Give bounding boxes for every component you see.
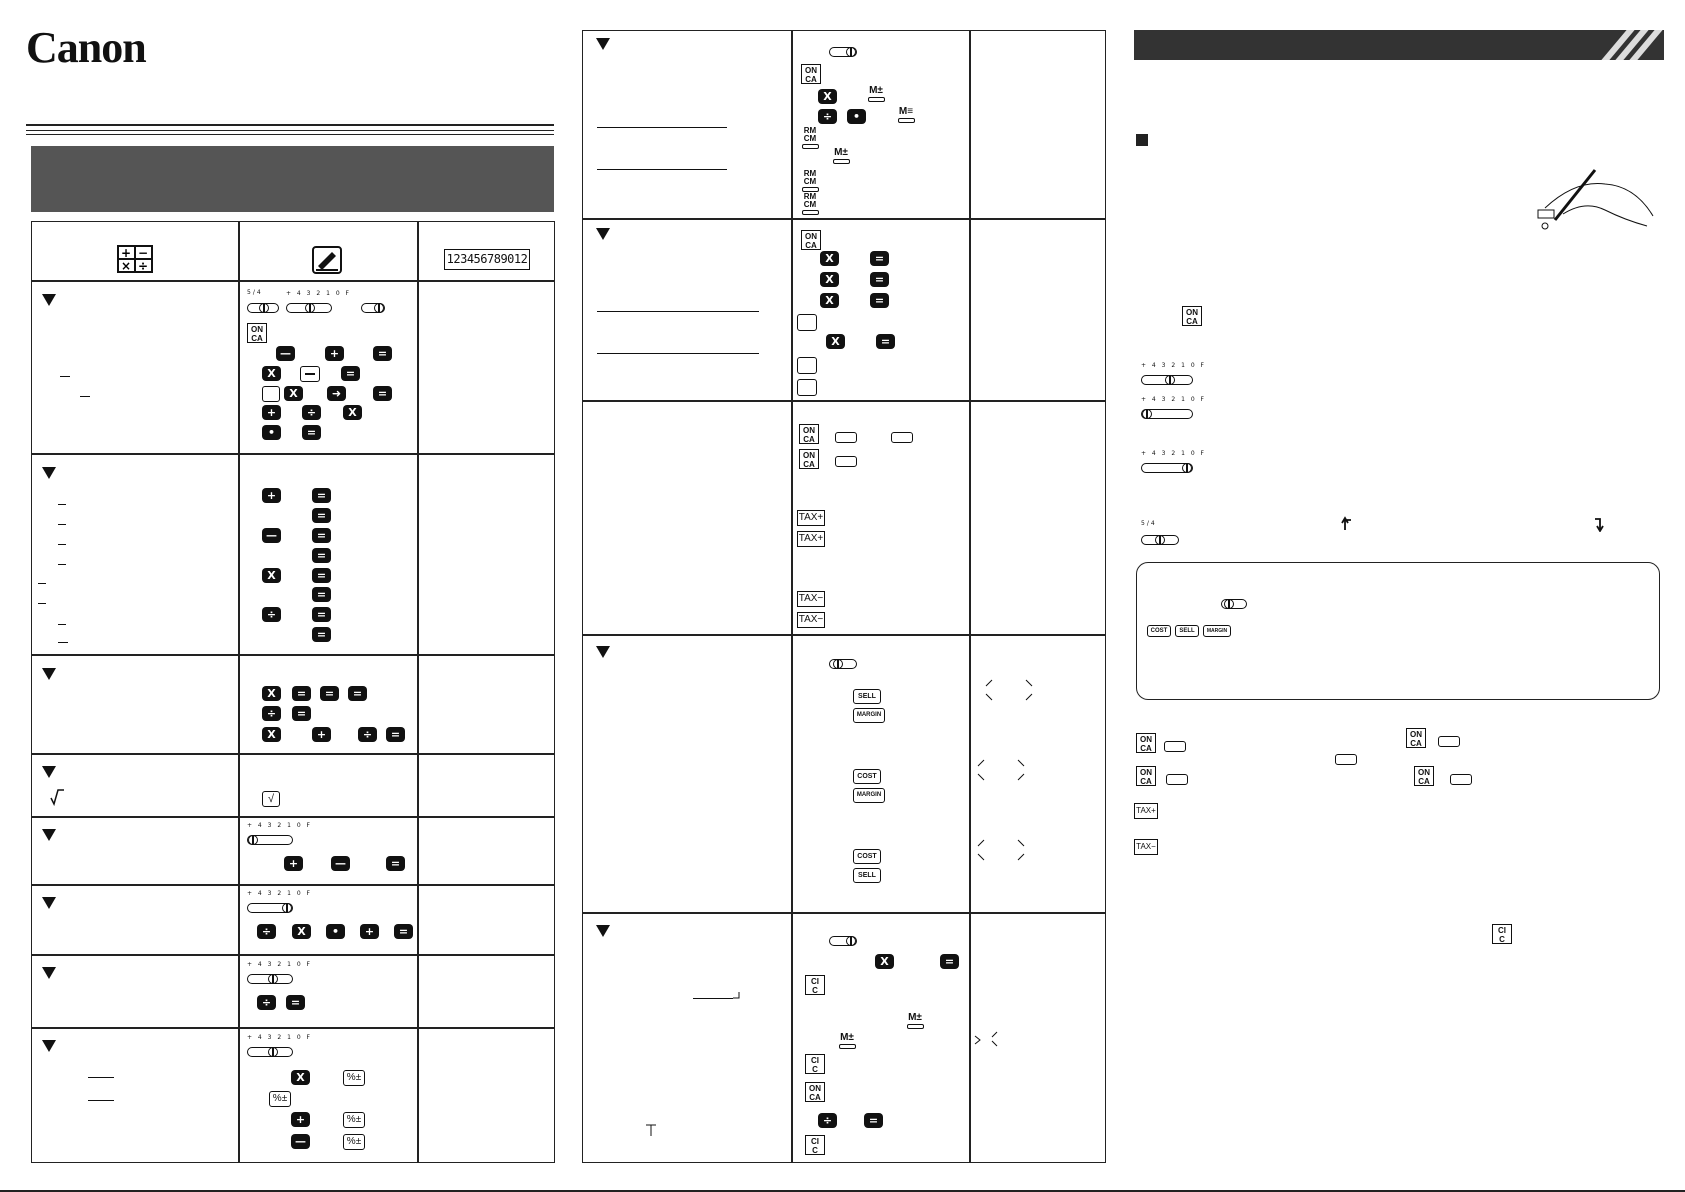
underline <box>597 169 727 170</box>
equals-key[interactable]: = <box>348 686 367 701</box>
divider <box>26 134 554 135</box>
example-marker <box>596 228 610 240</box>
divide-key[interactable]: ÷ <box>257 995 276 1010</box>
sell-key[interactable]: SELL <box>853 868 881 883</box>
blank-key[interactable] <box>1166 774 1188 785</box>
times-key[interactable]: X <box>875 954 894 969</box>
divider <box>26 124 554 126</box>
underline <box>597 311 759 312</box>
on-ca-key[interactable]: ON CA <box>247 323 267 343</box>
tax-plus-key[interactable]: TAX+ <box>797 510 825 526</box>
mode-switch[interactable] <box>829 47 857 57</box>
divide-key[interactable]: ÷ <box>818 109 837 124</box>
blank-key[interactable] <box>797 379 817 396</box>
reset-hand-icon <box>1535 160 1655 240</box>
decimal-scale-label: + 4 3 2 1 0 F <box>1141 450 1207 457</box>
tax-minus-key[interactable]: TAX− <box>797 612 825 628</box>
arrow-key[interactable]: ➜ <box>327 386 346 401</box>
percent-key[interactable]: %± <box>269 1091 291 1107</box>
times-key[interactable]: X <box>818 89 837 104</box>
times-key[interactable]: X <box>820 251 839 266</box>
sell-key[interactable]: SELL <box>853 689 881 704</box>
fraction-line <box>60 376 70 377</box>
equals-key[interactable]: = <box>373 346 392 361</box>
equals-key[interactable]: = <box>386 727 405 742</box>
example-marker <box>42 766 56 778</box>
on-ca-key[interactable]: ON CA <box>1182 306 1202 326</box>
times-key[interactable]: X <box>820 293 839 308</box>
underline <box>597 127 727 128</box>
on-ca-key[interactable]: ON CA <box>1136 733 1156 753</box>
percent-key[interactable]: %± <box>343 1134 365 1150</box>
rounding-label: 5/4 <box>1141 520 1157 527</box>
minus-key[interactable]: — <box>262 528 281 543</box>
underline <box>597 353 759 354</box>
cost-key[interactable]: COST <box>853 769 881 784</box>
decimal-switch[interactable] <box>1141 463 1193 473</box>
sqrt-key[interactable]: √ <box>262 791 280 807</box>
example-table-middle <box>582 30 1106 1163</box>
rounding-label: 5/4 <box>247 289 263 296</box>
bullet-square <box>1136 134 1148 146</box>
column-divider <box>417 221 419 1163</box>
fraction-line <box>38 603 46 604</box>
tax-minus-key[interactable]: TAX− <box>1134 839 1158 855</box>
equals-key[interactable]: = <box>286 995 305 1010</box>
on-ca-key[interactable]: ON CA <box>805 1082 825 1102</box>
equals-key[interactable]: = <box>870 293 889 308</box>
row-divider <box>31 753 555 755</box>
on-ca-key[interactable]: ON CA <box>801 64 821 84</box>
equals-key[interactable]: = <box>312 607 331 622</box>
times-key[interactable]: X <box>343 405 362 420</box>
times-key[interactable]: X <box>292 924 311 939</box>
plus-key[interactable]: + <box>312 727 331 742</box>
equals-key[interactable]: = <box>292 686 311 701</box>
example-marker <box>42 294 56 306</box>
memory-equals-key[interactable]: M≡ <box>895 107 917 127</box>
fraction-line <box>58 564 66 565</box>
ci-c-key[interactable]: CI C <box>805 1054 825 1074</box>
decimal-switch[interactable] <box>1141 375 1193 385</box>
divide-key[interactable]: ÷ <box>818 1113 837 1128</box>
equals-key[interactable]: = <box>864 1113 883 1128</box>
row-divider <box>582 218 1106 220</box>
memory-plus-minus-key[interactable]: M± <box>865 86 887 106</box>
decimal-switch[interactable] <box>247 835 293 845</box>
row-divider <box>31 280 555 282</box>
display-segment-marks <box>976 756 1026 782</box>
sell-key[interactable]: SELL <box>1175 625 1199 637</box>
arrow-up-left-icon <box>1341 516 1353 532</box>
plus-key[interactable]: + <box>262 488 281 503</box>
mode-switch[interactable] <box>829 936 857 946</box>
equals-key[interactable]: = <box>876 334 895 349</box>
fraction-line <box>38 583 46 584</box>
fraction-line <box>58 544 66 545</box>
fraction-line <box>58 504 66 505</box>
note-box <box>1136 562 1660 700</box>
row-divider <box>31 816 555 818</box>
equals-key[interactable]: = <box>292 706 311 721</box>
equals-key[interactable]: = <box>312 528 331 543</box>
times-key[interactable]: X <box>291 1070 310 1085</box>
header-bar <box>1134 30 1664 60</box>
decimal-scale-label: + 4 3 2 1 0 F <box>247 961 313 968</box>
fraction-line <box>58 524 66 525</box>
fraction-line <box>58 642 68 643</box>
decimal-switch[interactable] <box>247 1047 293 1057</box>
on-ca-key[interactable]: ON CA <box>799 424 819 444</box>
decimal-switch[interactable] <box>1141 409 1193 419</box>
calculator-keys-icon <box>117 245 153 273</box>
arrow-down-icon <box>1593 516 1605 532</box>
decimal-scale-label: + 4 3 2 1 0 F <box>247 1034 313 1041</box>
sqrt-symbol <box>50 788 64 806</box>
text-mark <box>646 1124 656 1136</box>
percent-key[interactable]: %± <box>343 1112 365 1128</box>
plus-key[interactable]: + <box>262 405 281 420</box>
ci-c-key[interactable]: CI C <box>805 1135 825 1155</box>
decimal-scale-label: + 4 3 2 1 0 F <box>247 822 313 829</box>
rm-cm-key[interactable]: RM CM <box>799 193 821 213</box>
minus-key[interactable]: — <box>291 1134 310 1149</box>
display-segment-marks <box>984 676 1034 702</box>
minus-key[interactable]: — <box>331 856 350 871</box>
blank-key[interactable] <box>797 357 817 374</box>
times-key[interactable]: X <box>262 366 281 381</box>
example-marker <box>42 1040 56 1052</box>
memory-plus-minus-key[interactable]: M± <box>836 1033 858 1053</box>
section-banner <box>31 146 554 212</box>
fraction-line <box>88 1077 114 1078</box>
equals-key[interactable]: = <box>312 508 331 523</box>
margin-key[interactable]: MARGIN <box>1203 625 1231 637</box>
plus-key[interactable]: + <box>325 346 344 361</box>
row-divider <box>31 884 555 886</box>
on-ca-key[interactable]: ON CA <box>801 230 821 250</box>
cost-key[interactable]: COST <box>1147 625 1171 637</box>
row-divider <box>31 1027 555 1029</box>
equals-key[interactable]: = <box>320 686 339 701</box>
equals-key[interactable]: = <box>341 366 360 381</box>
column-divider <box>791 30 793 1163</box>
decimal-scale-label: + 4 3 2 1 0 F <box>286 290 352 297</box>
canon-logo: Canon <box>26 23 146 72</box>
svg-text:−: − <box>138 246 149 260</box>
writing-hand-icon <box>312 246 342 274</box>
row-divider <box>582 400 1106 402</box>
decimal-point-key[interactable]: • <box>847 109 866 124</box>
svg-text:÷: ÷ <box>138 259 149 273</box>
memory-plus-minus-key[interactable]: M± <box>830 148 852 168</box>
decimal-switch[interactable] <box>247 903 293 913</box>
blank-key[interactable] <box>1438 736 1460 747</box>
plus-key[interactable]: + <box>291 1112 310 1127</box>
margin-key[interactable]: MARGIN <box>853 788 885 803</box>
divide-key[interactable]: ÷ <box>262 607 281 622</box>
equals-key[interactable]: = <box>312 488 331 503</box>
text-mark <box>733 990 745 1000</box>
decimal-switch[interactable] <box>247 974 293 984</box>
underline <box>693 998 733 999</box>
row-divider <box>31 453 555 455</box>
percent-key[interactable]: %± <box>343 1070 365 1086</box>
minus-outline-key[interactable] <box>300 366 320 382</box>
times-key[interactable]: X <box>262 727 281 742</box>
decimal-scale-label: + 4 3 2 1 0 F <box>247 890 313 897</box>
on-ca-key[interactable]: ON CA <box>799 449 819 469</box>
equals-key[interactable]: = <box>870 272 889 287</box>
example-marker <box>42 668 56 680</box>
fraction-line <box>58 624 66 625</box>
svg-text:×: × <box>121 259 132 273</box>
mode-switch[interactable] <box>1221 599 1247 609</box>
column-divider <box>969 30 971 1163</box>
decimal-point-key[interactable]: • <box>262 425 281 440</box>
decimal-scale-label: + 4 3 2 1 0 F <box>1141 362 1207 369</box>
divide-key[interactable]: ÷ <box>257 924 276 939</box>
memory-plus-minus-key[interactable]: M± <box>904 1013 926 1033</box>
row-divider <box>582 912 1106 914</box>
plus-key[interactable]: + <box>360 924 379 939</box>
fraction-line <box>88 1100 114 1101</box>
example-marker <box>596 646 610 658</box>
blank-key[interactable] <box>1450 774 1472 785</box>
equals-key[interactable]: = <box>373 386 392 401</box>
example-marker <box>42 897 56 909</box>
times-key[interactable]: X <box>826 334 845 349</box>
times-key[interactable]: X <box>820 272 839 287</box>
times-key[interactable]: X <box>262 568 281 583</box>
equals-key[interactable]: = <box>312 587 331 602</box>
on-ca-key[interactable]: ON CA <box>1414 766 1434 786</box>
decimal-switch[interactable] <box>286 303 332 313</box>
lcd-display-icon: 123456789012 <box>444 249 530 270</box>
row-divider <box>31 654 555 656</box>
row-divider <box>31 954 555 956</box>
blank-key[interactable] <box>1335 754 1357 765</box>
example-marker <box>42 829 56 841</box>
equals-key[interactable]: = <box>312 568 331 583</box>
example-marker <box>596 38 610 50</box>
row-divider <box>582 634 1106 636</box>
example-marker <box>42 467 56 479</box>
divide-key[interactable]: ÷ <box>262 706 281 721</box>
equals-key[interactable]: = <box>940 954 959 969</box>
divide-key[interactable]: ÷ <box>302 405 321 420</box>
ci-c-key[interactable]: CI C <box>805 975 825 995</box>
example-marker <box>42 967 56 979</box>
times-key[interactable]: X <box>284 386 303 401</box>
tax-plus-key[interactable]: TAX+ <box>797 531 825 547</box>
fraction-line <box>80 396 90 397</box>
on-ca-key[interactable]: ON CA <box>1406 728 1426 748</box>
display-segment-marks <box>973 1030 999 1048</box>
blank-key[interactable] <box>891 432 913 443</box>
rounding-switch[interactable] <box>247 303 279 313</box>
rm-cm-key[interactable]: RM CM <box>799 170 821 190</box>
tax-plus-key[interactable]: TAX+ <box>1134 803 1158 819</box>
mode-switch[interactable] <box>361 303 385 313</box>
rounding-switch[interactable] <box>1141 535 1179 545</box>
mode-switch[interactable] <box>829 659 857 669</box>
tax-minus-key[interactable]: TAX− <box>797 591 825 607</box>
times-key[interactable]: X <box>262 686 281 701</box>
blank-key[interactable] <box>835 432 857 443</box>
ci-c-key[interactable]: CI C <box>1492 924 1512 944</box>
equals-key[interactable]: = <box>386 856 405 871</box>
blank-key[interactable] <box>1164 741 1186 752</box>
blank-key[interactable] <box>797 314 817 331</box>
plus-key[interactable]: + <box>284 856 303 871</box>
divider <box>26 130 554 131</box>
equals-key[interactable]: = <box>394 924 413 939</box>
equals-key[interactable]: = <box>312 548 331 563</box>
cost-key[interactable]: COST <box>853 849 881 864</box>
column-divider <box>238 221 240 1163</box>
divide-key[interactable]: ÷ <box>358 727 377 742</box>
svg-text:+: + <box>121 246 132 260</box>
example-marker <box>596 925 610 937</box>
display-segment-marks <box>976 836 1026 862</box>
equals-key[interactable]: = <box>302 425 321 440</box>
minus-key[interactable]: — <box>276 346 295 361</box>
decimal-point-key[interactable]: • <box>326 924 345 939</box>
equals-key[interactable]: = <box>312 627 331 642</box>
blank-key[interactable] <box>262 386 280 402</box>
blank-key[interactable] <box>835 456 857 467</box>
decimal-scale-label: + 4 3 2 1 0 F <box>1141 396 1207 403</box>
margin-key[interactable]: MARGIN <box>853 708 885 723</box>
rm-cm-key[interactable]: RM CM <box>799 127 821 147</box>
on-ca-key[interactable]: ON CA <box>1136 766 1156 786</box>
equals-key[interactable]: = <box>870 251 889 266</box>
